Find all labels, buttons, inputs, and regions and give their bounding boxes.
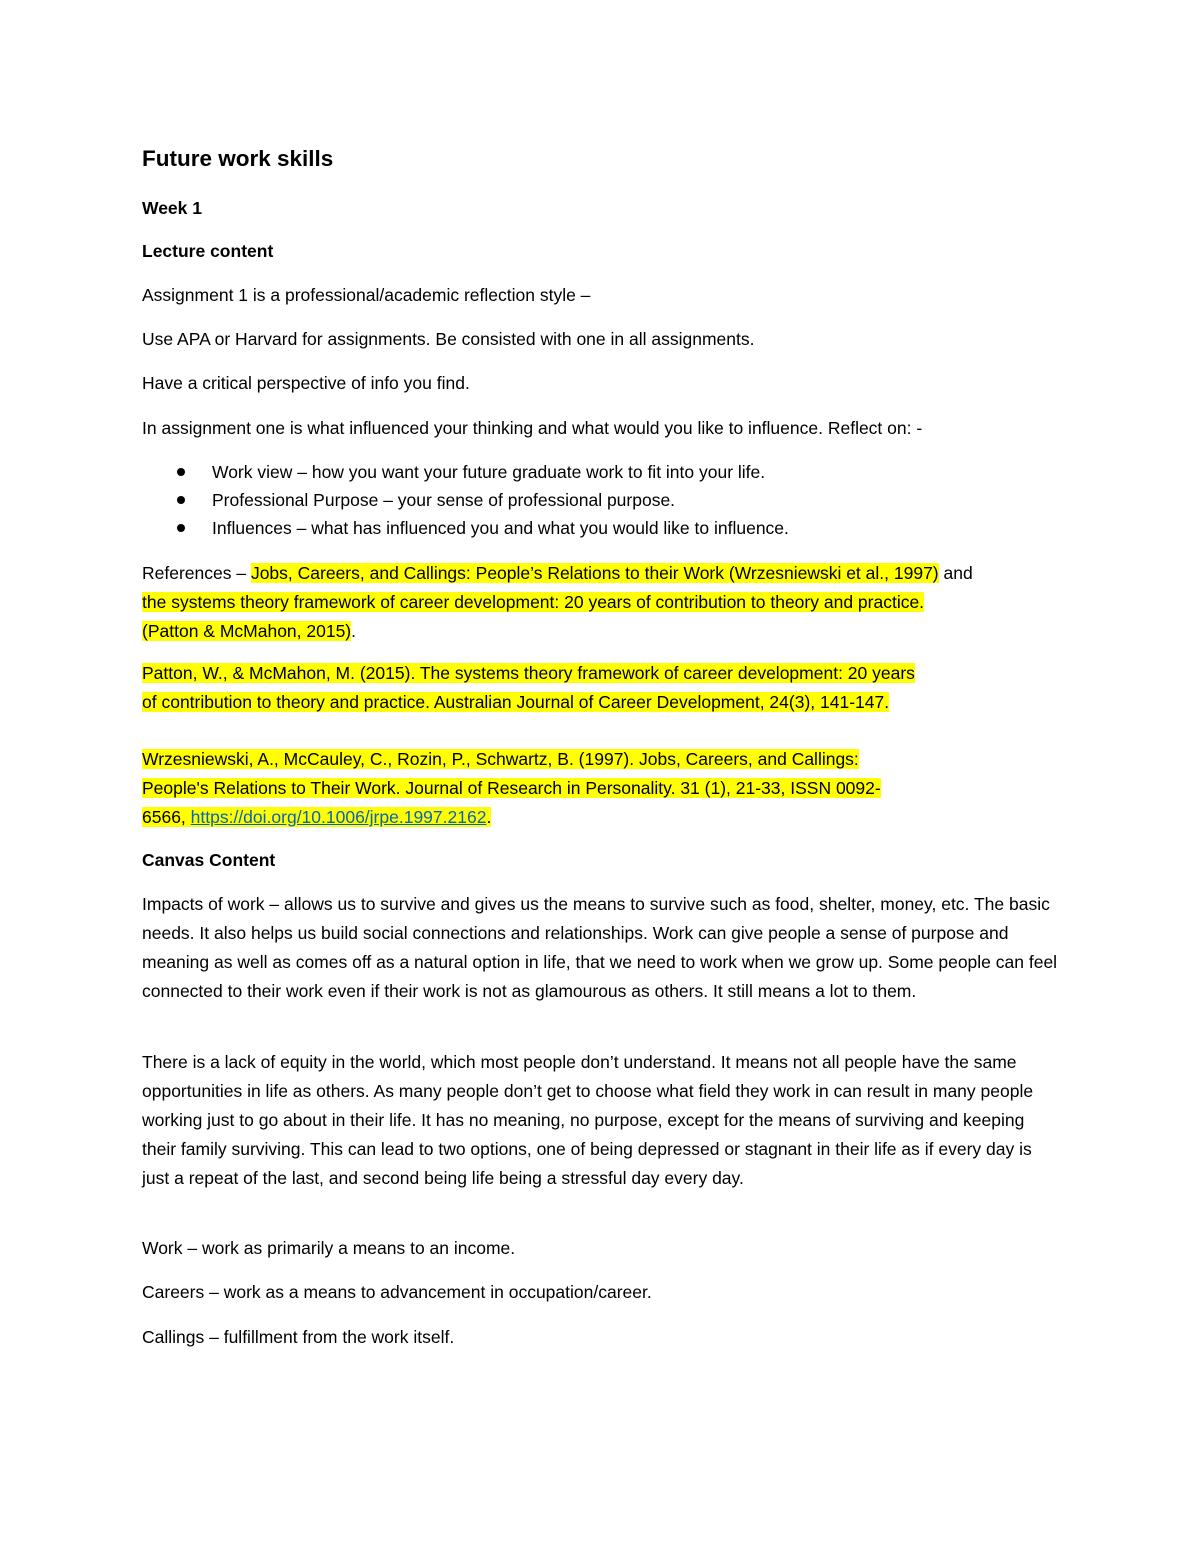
reference-highlight-systems-theory: the systems theory framework of career development: 20 years of contribution to theory and practice. — [142, 592, 925, 612]
lecture-line-reflect: In assignment one is what influenced your thinking and what would you like to influence. Reflect on: - — [142, 418, 923, 438]
reference-wrzesniewski-line-2: People's Relations to Their Work. Journal of Research in Personality. 31 (1), 21-33, ISSN 0092- — [142, 778, 881, 798]
reference-patton-line-2: of contribution to theory and practice. Australian Journal of Career Development, 24(3), 141-147. — [142, 692, 890, 712]
paragraph-equity: There is a lack of equity in the world, which most people don’t understand. It means not all people have the same opportunities in life as others. As many people don’t get to choose what field they work in can result in many people working just to go about in their life. It has no meaning, no purpose, except for the means of surviving and keeping their family surviving. This can lead to two options, one of being depressed or stagnant in their life as if every day is just a repeat of the last, and second being life being a stressful day every day. — [142, 1052, 1034, 1188]
bullet-text: Professional Purpose – your sense of professional purpose. — [212, 490, 676, 510]
reference-wrzesniewski — [142, 745, 1062, 832]
references-paragraph — [142, 559, 1062, 646]
definition-callings: Callings – fulfillment from the work itself. — [142, 1327, 455, 1347]
reference-highlight-wrzesniewski: Jobs, Careers, and Callings: People’s Relations to their Work (Wrzesniewski et al., 1997) — [250, 563, 939, 583]
reference-patton-line-1: Patton, W., & McMahon, M. (2015). The systems theory framework of career development: 20 years — [142, 663, 915, 683]
reference-issn-end: 6566, — [142, 807, 191, 827]
paragraph-impacts-of-work: Impacts of work – allows us to survive and gives us the means to survive such as food, shelter, money, etc. The basic needs. It also helps us build social connections and relationships. Work can give people a sense of purpose and meaning as well as comes off as a natural option in life, that we need to work when we grow up. Some people can feel connected to their work even if their work is not as glamourous as others. It still means a lot to them. — [142, 894, 1058, 1001]
list-item — [142, 514, 1062, 542]
week-heading: Week 1 — [142, 198, 202, 218]
reference-final-period: . — [486, 807, 492, 827]
definition-careers: Careers – work as a means to advancement in occupation/career. — [142, 1282, 652, 1302]
references-and: and — [938, 563, 973, 583]
list-item — [142, 486, 1062, 514]
bullet-icon — [177, 496, 185, 504]
lecture-line-critical: Have a critical perspective of info you find. — [142, 373, 470, 393]
reflection-bullet-list — [142, 458, 1062, 542]
lecture-line-assignment: Assignment 1 is a professional/academic reflection style – — [142, 285, 591, 305]
definition-work: Work – work as primarily a means to an income. — [142, 1238, 516, 1258]
reference-wrzesniewski-line-3 — [142, 807, 491, 827]
canvas-heading: Canvas Content — [142, 850, 276, 870]
doi-link[interactable]: https://doi.org/10.1006/jrpe.1997.2162 — [190, 807, 487, 827]
lecture-line-referencing: Use APA or Harvard for assignments. Be consisted with one in all assignments. — [142, 329, 755, 349]
references-prefix: References – — [142, 563, 251, 583]
references-end: . — [351, 621, 357, 641]
bullet-icon — [177, 524, 185, 532]
list-item — [142, 458, 1062, 486]
reference-wrzesniewski-line-1: Wrzesniewski, A., McCauley, C., Rozin, P., Schwartz, B. (1997). Jobs, Careers, and Callings: — [142, 749, 859, 769]
bullet-text: Work view – how you want your future graduate work to fit into your life. — [212, 462, 766, 482]
reference-highlight-patton: (Patton & McMahon, 2015) — [142, 621, 352, 641]
bullet-text: Influences – what has influenced you and what you would like to influence. — [212, 518, 789, 538]
bullet-icon — [177, 468, 185, 476]
document-title: Future work skills — [142, 146, 334, 171]
lecture-heading: Lecture content — [142, 241, 274, 261]
reference-patton — [142, 659, 1062, 717]
